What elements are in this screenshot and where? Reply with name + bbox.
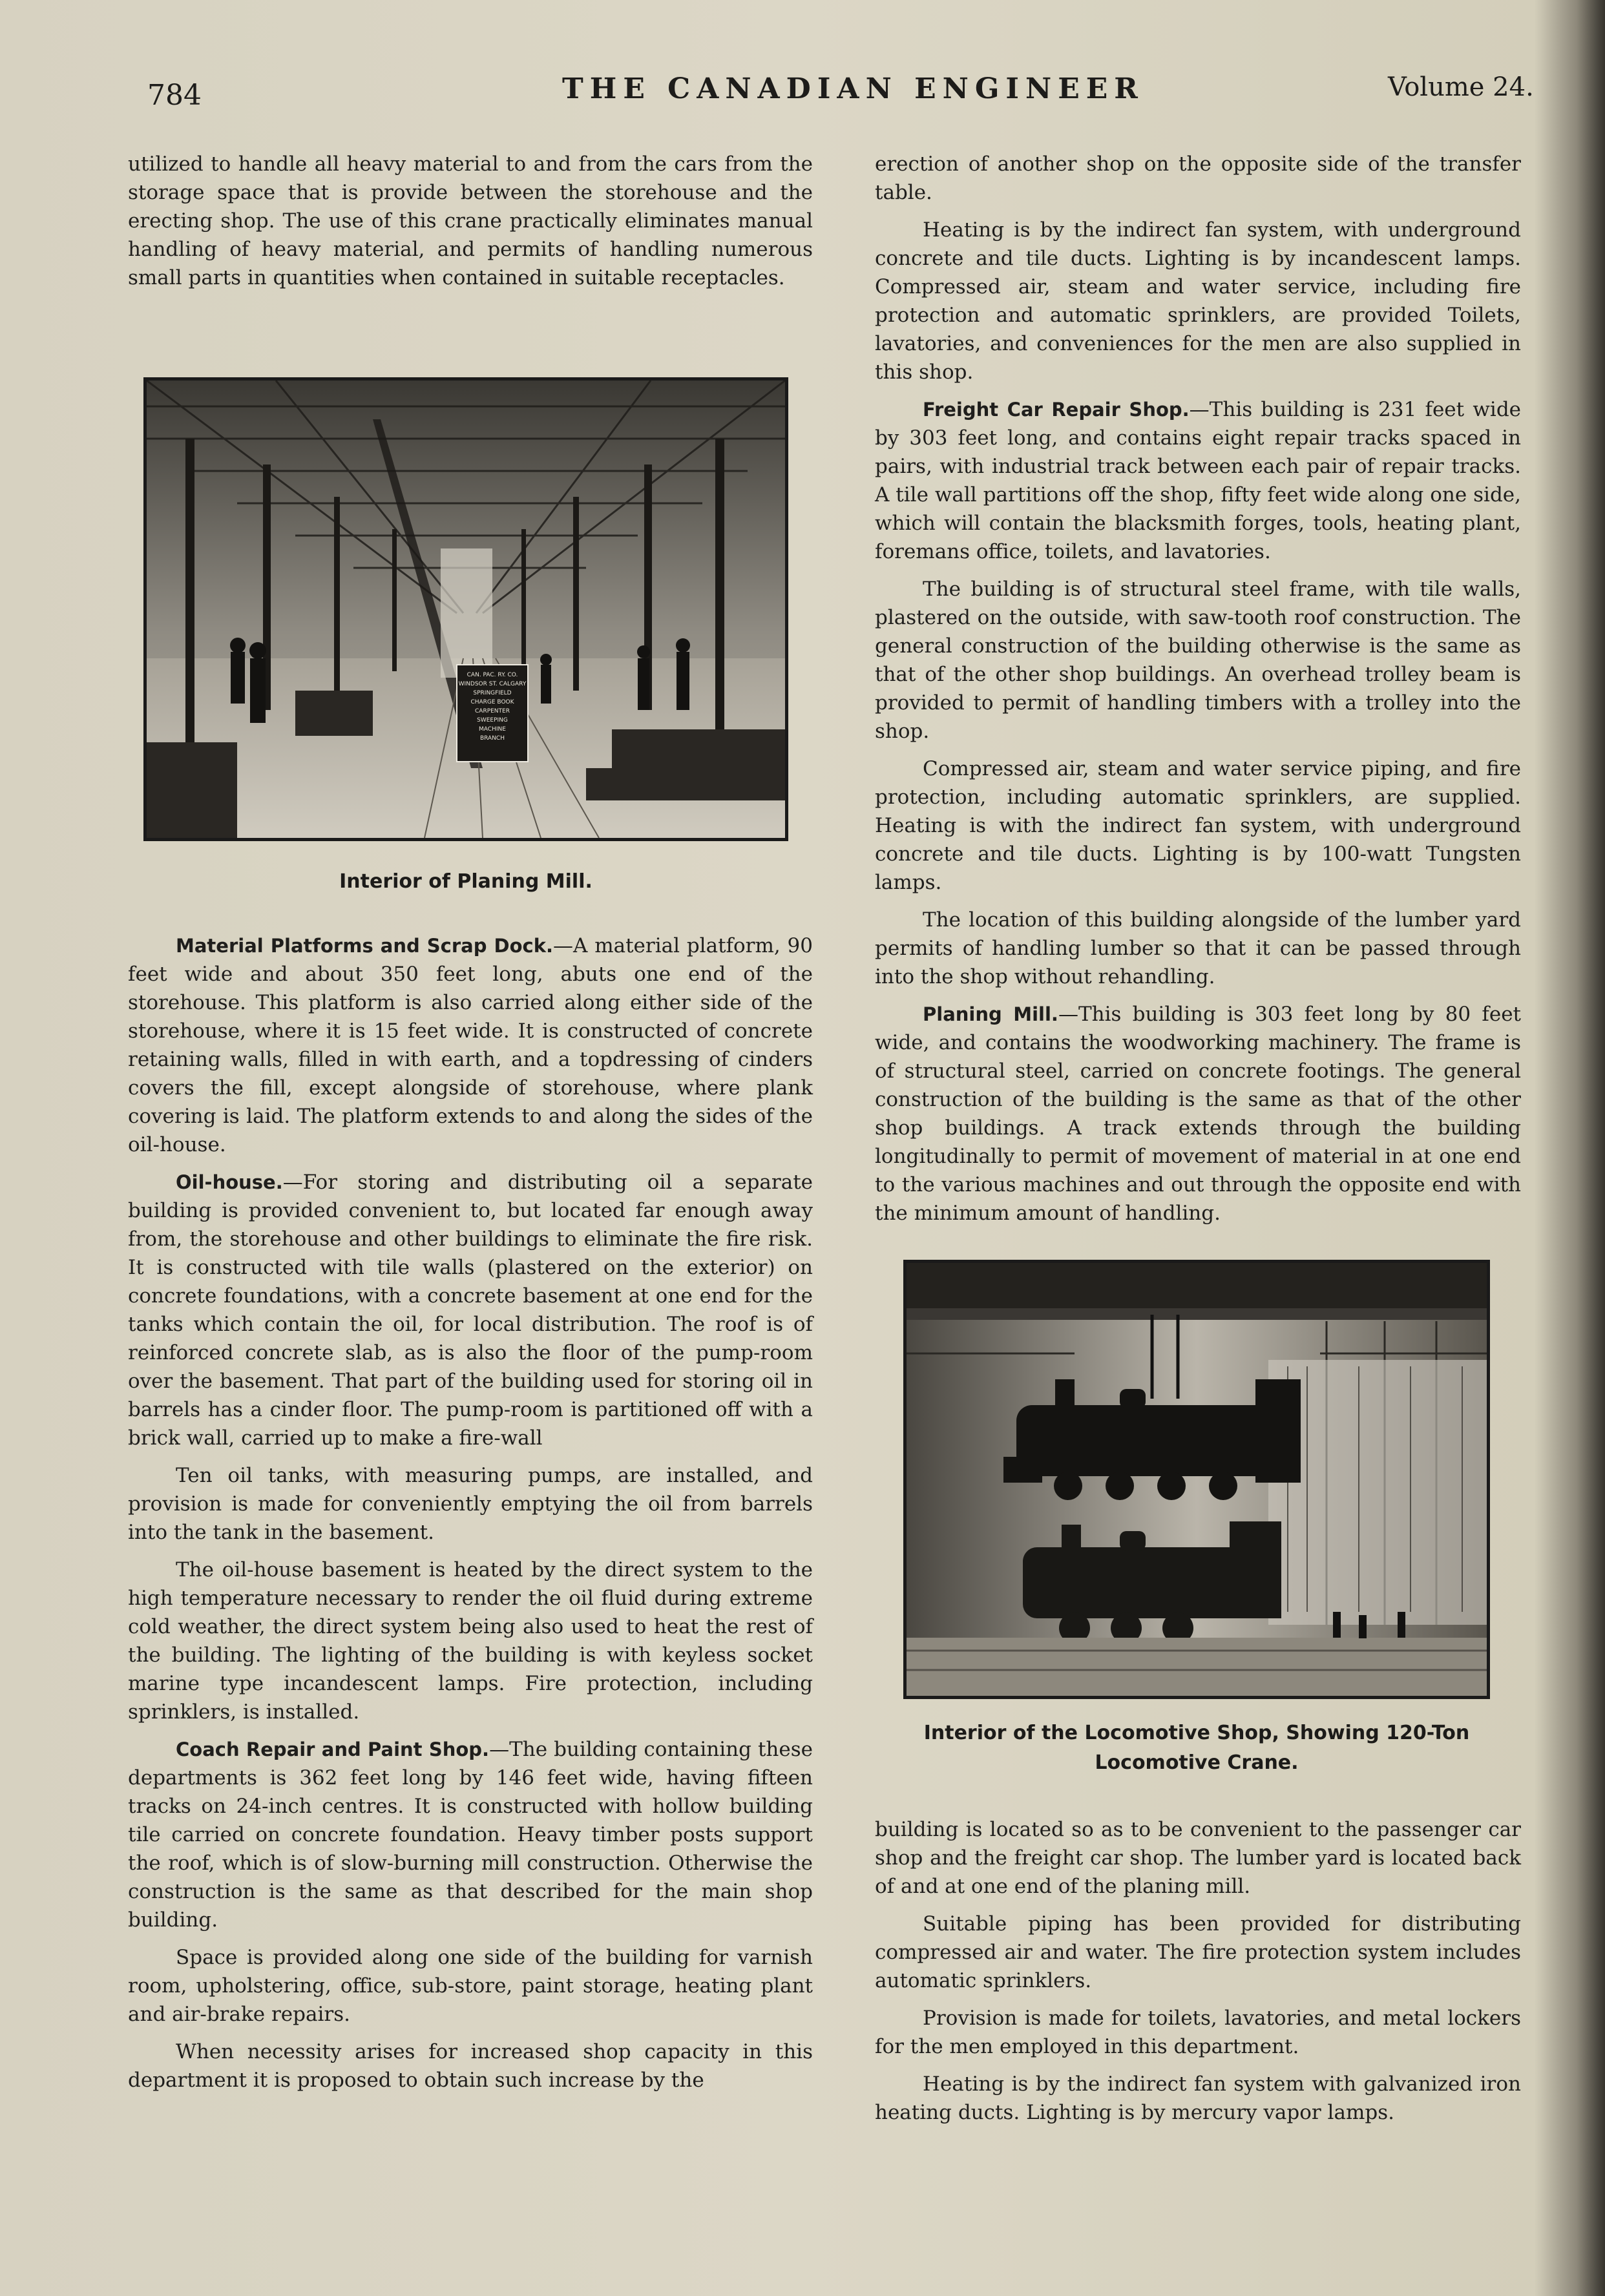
locomotive-shop-photo: [903, 1260, 1490, 1699]
volume-label: Volume 24.: [1388, 72, 1534, 102]
paragraph: When necessity arises for increased shop capacity in this department it is proposed to obtain such increase by the: [128, 2040, 813, 2092]
paragraph: The building is of structural steel frame, with tile walls, plastered on the outside, with saw-tooth roof construction. The general construction of the building otherwise is the same as that of the other shop buildings. An overhead trolley beam is provided to permit of handling timbers with a trolley into the shop.: [875, 578, 1521, 743]
paragraph: building is located so as to be convenient to the passenger car shop and the freight car shop. The lumber yard is located back of and at one end of the planing mill.: [875, 1818, 1521, 1898]
section-heading: Material Platforms and Scrap Dock.: [176, 935, 554, 957]
sign-line: SPRINGFIELD: [473, 690, 512, 696]
locomotive-shop-caption: [903, 1718, 1490, 1778]
sign-line: CARPENTER: [475, 708, 510, 715]
right-column-top: [875, 150, 1521, 1237]
paragraph: The oil-house basement is heated by the direct system to the high temperature necessary to render the oil fluid during extreme cold weather, the direct system being also used to heat the rest of the building. The lighting of the building is with keyless socket marine type incandescent lamps. Fire protection, including sprinklers, is installed.: [128, 1558, 813, 1724]
paragraph: Heating is by the indirect fan system with galvanized iron heating ducts. Lighting is by mercury vapor lamps.: [875, 2072, 1521, 2124]
paragraph: Planing Mill.—This building is 303 feet long by 80 feet wide, and contains the woodworking machinery. The frame is of structural steel, carried on concrete footings. The general construction of the building is the same as that of the other shop buildings. A track extends through the building longitudinally to permit of movement of material in at one end to the various machines and out through the opposite end with the minimum amount of handling.: [875, 1003, 1521, 1225]
section-heading: Coach Repair and Paint Shop.: [176, 1738, 490, 1760]
section-heading: Planing Mill.: [923, 1003, 1058, 1025]
paragraph: Oil-house.—For storing and distributing oil a separate building is provided convenient to, but located far enough away from, the storehouse and other buildings to eliminate the fire risk. It is constructed with tile walls (plastered on the exterior) on concrete foundations, with a concrete basement at one end for the tanks which contain the oil, for local distribution. The roof is of reinforced concrete slab, as is also the floor of the pump-room over the basement. That part of the building used for storing oil in barrels has a cinder floor. The pump-room is partitioned off with a brick wall, carried up to make a fire-wall: [128, 1171, 813, 1450]
sign-line: CHARGE BOOK: [470, 699, 514, 705]
planing-mill-photo: [143, 377, 788, 841]
sign-line: SWEEPING: [477, 717, 508, 724]
page-number: 784: [147, 79, 202, 112]
paragraph: utilized to handle all heavy material to and from the cars from the storage space that is provide between the storehouse and the erecting shop. The use of this crane practically eliminates manual handling of heavy material, and permits of handling numerous small parts in quantities when contained in suitable receptacles.: [128, 152, 813, 289]
paragraph: Freight Car Repair Shop.—This building is 231 feet wide by 303 feet long, and contains eight repair tracks spaced in pairs, with industrial track between each pair of repair tracks. A tile wall partitions off the shop, fifty feet wide along one side, which will contain the blacksmith forges, tools, heating plant, foremans office, toilets, and lavatories.: [875, 398, 1522, 563]
planing-mill-illustration: [147, 381, 785, 838]
section-heading: Freight Car Repair Shop.: [923, 399, 1190, 421]
paragraph: Provision is made for toilets, lavatories, and metal lockers for the men employed in this department.: [875, 2007, 1521, 2058]
paragraph: Compressed air, steam and water service piping, and fire protection, including automatic sprinklers, are supplied. Heating is with the indirect fan system, with underground concrete and tile ducts. Lighting is by 100-watt Tungsten lamps.: [875, 757, 1521, 894]
caption-line: Locomotive Crane.: [1095, 1751, 1299, 1774]
paragraph: The location of this building alongside of the lumber yard permits of handling lumber so that it can be passed through into the shop without rehandling.: [875, 908, 1521, 988]
paragraph: Space is provided along one side of the building for varnish room, upholstering, office, sub-store, paint storage, heating plant and air-brake repairs.: [128, 1946, 813, 2026]
paragraph: Coach Repair and Paint Shop.—The building containing these departments is 362 feet long by 146 feet wide, having fifteen tracks on 24-inch centres. It is constructed with hollow building tile carried on concrete foundation. Heavy timber posts support the roof, which is of slow-burning mill construction. Otherwise the construction is the same as that described for the main shop building.: [128, 1738, 813, 1932]
journal-title: THE CANADIAN ENGINEER: [562, 72, 1144, 105]
sign-line: CAN. PAC. RY. CO.: [467, 672, 518, 678]
paragraph: Suitable piping has been provided for distributing compressed air and water. The fire protection system includes automatic sprinklers.: [875, 1912, 1521, 1992]
caption-line: Interior of the Locomotive Shop, Showing 120-Ton: [923, 1722, 1470, 1744]
left-column-body: [128, 932, 813, 2103]
locomotive-shop-illustration: [907, 1263, 1487, 1696]
paragraph: Heating is by the indirect fan system, with underground concrete and tile ducts. Lighting is by incandescent lamps. Compressed air, steam and water service, including fire protection and automatic sprinklers, are provided Toilets, lavatories, and conveniences for the men are also supplied in this shop.: [875, 218, 1521, 384]
sign-line: MACHINE: [479, 726, 506, 733]
caption-text: Interior of Planing Mill.: [339, 870, 593, 893]
paragraph: erection of another shop on the opposite side of the transfer table.: [875, 152, 1521, 204]
binding-shadow: [1534, 0, 1605, 2296]
section-heading: Oil-house.: [176, 1171, 283, 1193]
left-column-top: [128, 150, 813, 301]
sign-line: WINDSOR ST. CALGARY: [458, 681, 527, 687]
right-column-bottom: [875, 1815, 1521, 2136]
sign-line: BRANCH: [479, 735, 505, 742]
paragraph: Ten oil tanks, with measuring pumps, are installed, and provision is made for conveniently emptying the oil from barrels into the tank in the basement.: [128, 1464, 813, 1544]
running-header: [0, 72, 1605, 111]
paragraph: Material Platforms and Scrap Dock.—A material platform, 90 feet wide and about 350 feet long, abuts one end of the storehouse. This platform is also carried along either side of the storehouse, where it is 15 feet wide. It is constructed of concrete retaining walls, filled in with earth, and a topdressing of cinders covers the fill, except alongside of storehouse, where plank covering is laid. The platform extends to and along the sides of the oil-house.: [128, 934, 813, 1156]
planing-mill-caption: [143, 867, 788, 897]
